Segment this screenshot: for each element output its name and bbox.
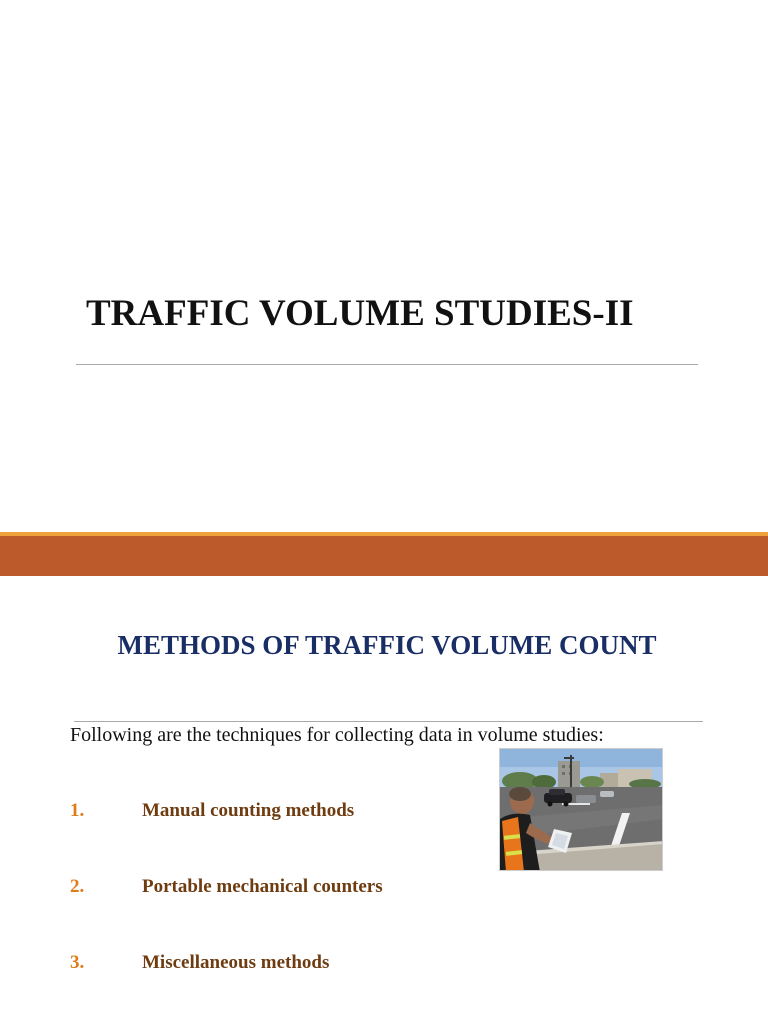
method-label: Portable mechanical counters (142, 876, 383, 897)
title-divider (76, 364, 698, 365)
methods-heading: METHODS OF TRAFFIC VOLUME COUNT (117, 630, 657, 660)
slide-separator-band (0, 532, 768, 576)
intro-text: Following are the techniques for collecting data in volume studies: (70, 724, 604, 746)
heading-divider (74, 721, 703, 722)
slide-title: TRAFFIC VOLUME STUDIES-II (86, 293, 634, 334)
method-label: Miscellaneous methods (142, 952, 330, 973)
method-label: Manual counting methods (142, 800, 355, 821)
method-number: 2. (70, 876, 85, 897)
traffic-counter-photo (499, 748, 663, 871)
method-number: 1. (70, 800, 85, 821)
method-number: 3. (70, 952, 85, 973)
slide-methods (0, 576, 768, 1024)
